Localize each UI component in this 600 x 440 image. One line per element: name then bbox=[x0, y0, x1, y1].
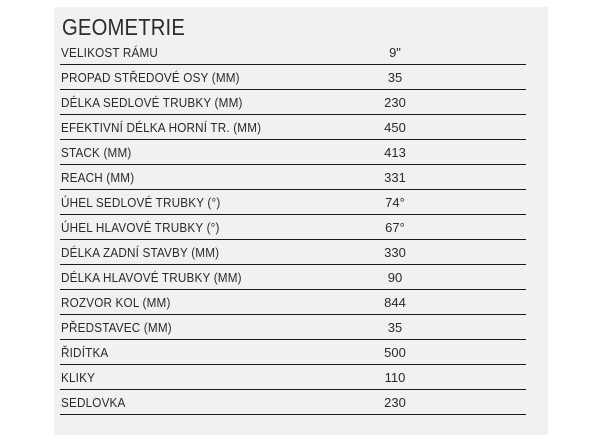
row-label: VELIKOST RÁMU bbox=[61, 45, 159, 60]
table-row bbox=[60, 140, 526, 165]
row-value: 413 bbox=[384, 145, 406, 160]
row-value: 330 bbox=[384, 245, 406, 260]
row-value: 35 bbox=[387, 70, 403, 85]
table-row bbox=[60, 40, 526, 65]
row-label: ÚHEL HLAVOVÉ TRUBKY (°) bbox=[61, 220, 220, 235]
row-value: 9" bbox=[389, 45, 401, 60]
table-row bbox=[60, 190, 526, 215]
geometry-table bbox=[60, 40, 526, 415]
table-row bbox=[60, 315, 526, 340]
geometry-panel bbox=[54, 7, 548, 435]
table-row bbox=[60, 65, 526, 90]
row-value: 35 bbox=[387, 320, 403, 335]
row-label: DÉLKA ZADNÍ STAVBY (MM) bbox=[61, 245, 220, 260]
row-label: EFEKTIVNÍ DÉLKA HORNÍ TR. (MM) bbox=[61, 120, 262, 135]
row-label: KLIKY bbox=[61, 370, 96, 385]
table-row bbox=[60, 240, 526, 265]
row-value: 74° bbox=[385, 195, 405, 210]
row-value: 331 bbox=[384, 170, 406, 185]
table-row bbox=[60, 90, 526, 115]
row-label: PROPAD STŘEDOVÉ OSY (MM) bbox=[61, 70, 240, 85]
table-row bbox=[60, 265, 526, 290]
row-value: 90 bbox=[387, 270, 403, 285]
table-row bbox=[60, 365, 526, 390]
row-value: 450 bbox=[384, 120, 406, 135]
row-value: 844 bbox=[384, 295, 406, 310]
row-label: ŘIDÍTKA bbox=[61, 345, 109, 360]
row-value: 230 bbox=[384, 395, 406, 410]
table-row bbox=[60, 290, 526, 315]
table-title: GEOMETRIE bbox=[62, 14, 186, 40]
row-label: PŘEDSTAVEC (MM) bbox=[61, 320, 172, 335]
table-row bbox=[60, 390, 526, 415]
row-value: 110 bbox=[384, 370, 406, 385]
table-row bbox=[60, 165, 526, 190]
row-label: SEDLOVKA bbox=[61, 395, 126, 410]
row-value: 230 bbox=[384, 95, 406, 110]
row-value: 500 bbox=[384, 345, 406, 360]
row-label: STACK (MM) bbox=[61, 145, 132, 160]
table-row bbox=[60, 215, 526, 240]
row-label: DÉLKA SEDLOVÉ TRUBKY (MM) bbox=[61, 95, 243, 110]
row-label: REACH (MM) bbox=[61, 170, 135, 185]
row-label: ROZVOR KOL (MM) bbox=[61, 295, 171, 310]
table-row bbox=[60, 115, 526, 140]
table-row bbox=[60, 340, 526, 365]
row-value: 67° bbox=[385, 220, 405, 235]
row-label: ÚHEL SEDLOVÉ TRUBKY (°) bbox=[61, 195, 221, 210]
row-label: DÉLKA HLAVOVÉ TRUBKY (MM) bbox=[61, 270, 242, 285]
